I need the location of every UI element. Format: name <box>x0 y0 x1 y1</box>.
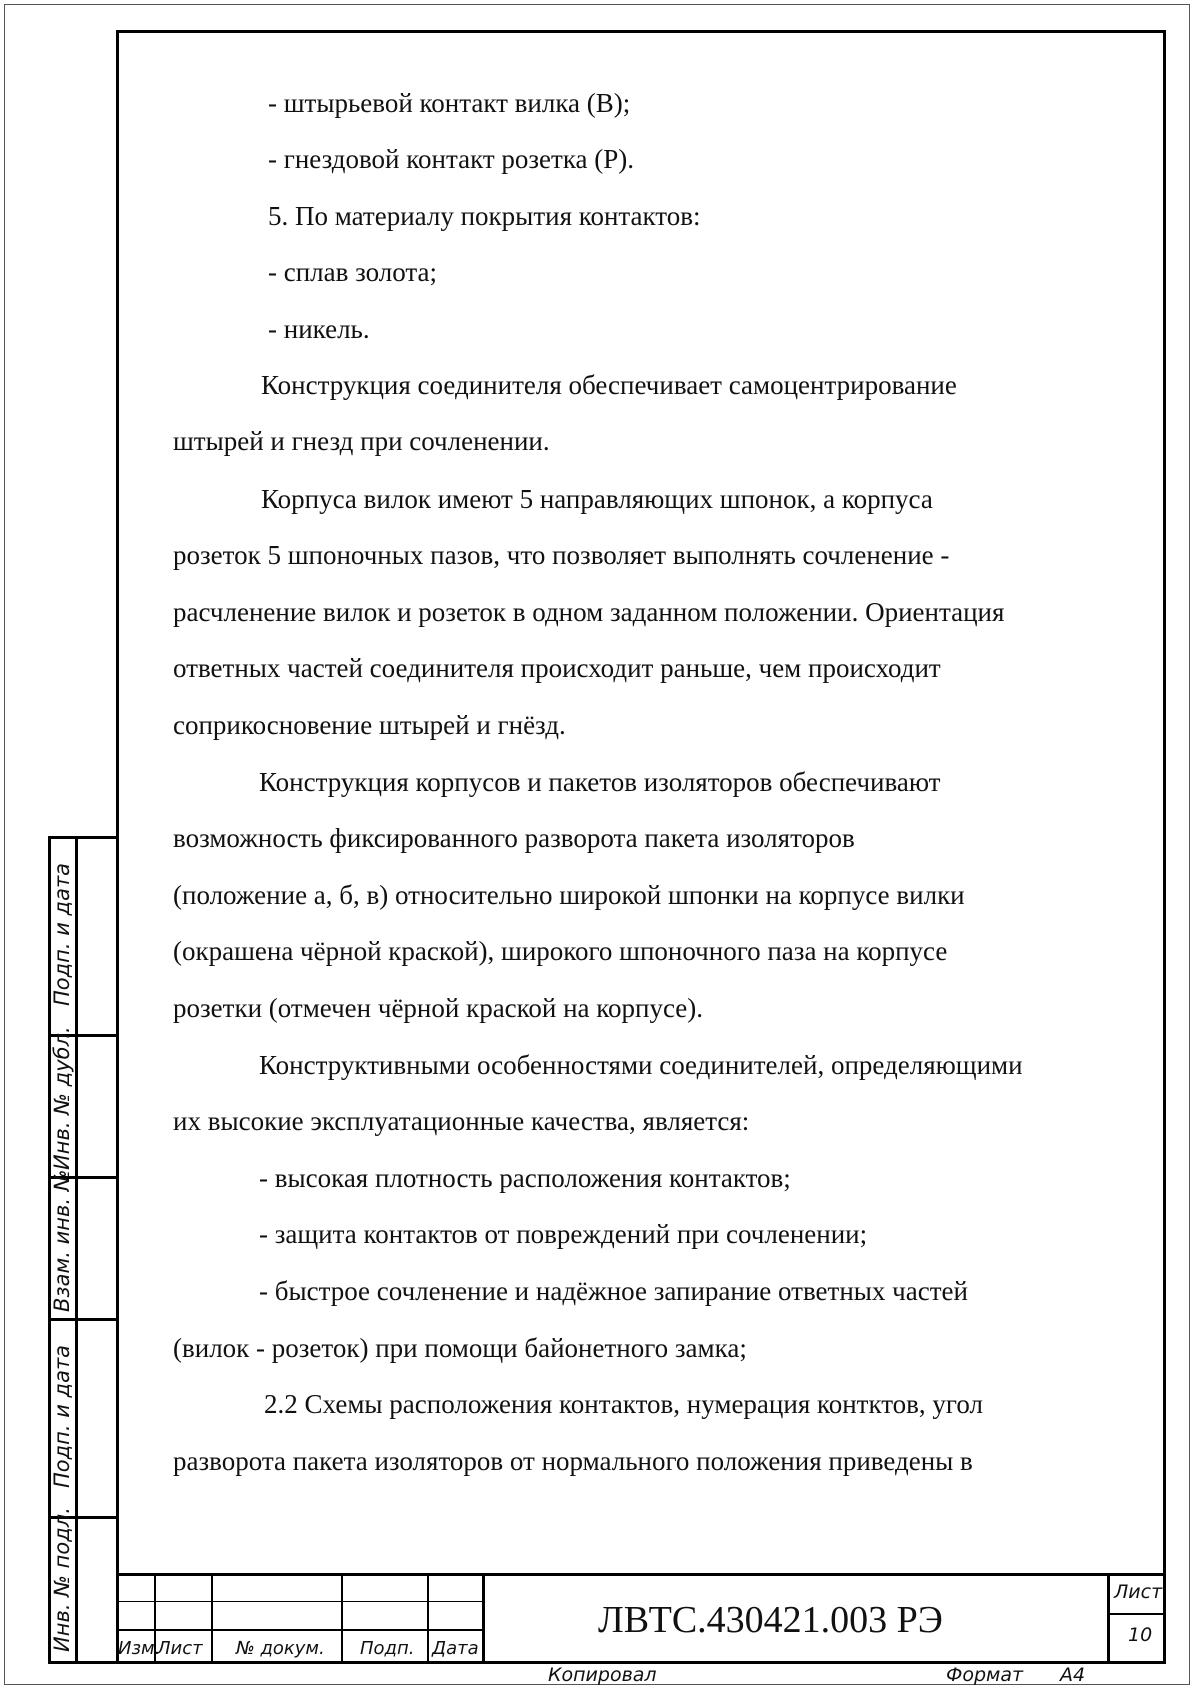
text-line: 5. По материалу покрытия контактов: <box>268 201 701 231</box>
text-line: - высокая плотность расположения контактов; <box>259 1163 791 1193</box>
side-strip-row-line <box>48 1318 118 1321</box>
text-line: розеток 5 шпоночных пазов, что позволяет выполнять сочленение - <box>173 540 950 570</box>
text-line: ответных частей соединителя происходит раньше, чем происходит <box>173 653 941 683</box>
document-number: ЛВТС.430421.003 РЭ <box>598 1599 943 1641</box>
col-list-label: Лист <box>157 1638 203 1659</box>
title-block-col-line <box>341 1574 343 1664</box>
side-label-inv-dubl: Инв. № дубл. <box>50 1026 74 1170</box>
text-line: - штырьевой контакт вилка (В); <box>268 88 631 118</box>
format-label: Формат <box>946 1664 1024 1686</box>
sheet-box-row-line <box>1108 1613 1166 1615</box>
text-line: Конструктивными особенностями соединителей, определяющими <box>259 1050 1023 1080</box>
text-line: расчленение вилок и розеток в одном заданном положении. Ориентация <box>173 597 1005 627</box>
text-line: - никель. <box>268 314 370 344</box>
title-block-top-line <box>116 1573 1166 1576</box>
side-label-inv-podl: Инв. № подл. <box>50 1507 74 1652</box>
text-line: их высокие эксплуатационные качества, является: <box>173 1106 750 1136</box>
text-line: розетки (отмечен чёрной краской на корпусе). <box>173 993 704 1023</box>
sheet-number: 10 <box>1128 1624 1153 1646</box>
format-value: А4 <box>1060 1664 1086 1686</box>
text-line: - гнездовой контакт розетка (Р). <box>268 144 635 174</box>
text-line: соприкосновение штырей и гнёзд. <box>173 710 566 740</box>
text-line: - защита контактов от повреждений при сочленении; <box>259 1219 868 1249</box>
text-line: Корпуса вилок имеют 5 направляющих шпонок, а корпуса <box>261 484 933 514</box>
sheet-label: Лист <box>1114 1581 1163 1603</box>
text-line: разворота пакета изоляторов от нормального положения приведены в <box>173 1446 973 1476</box>
side-label-podp-data: Подп. и дата <box>50 862 74 1006</box>
col-izm-label: Изм. <box>118 1638 161 1659</box>
col-doc-label: № докум. <box>236 1638 325 1659</box>
text-line: (положение а, б, в) относительно широкой шпонки на корпусе вилки <box>173 880 965 910</box>
text-line: Конструкция соединителя обеспечивает самоцентрирование <box>261 370 957 400</box>
text-line: возможность фиксированного разворота пакета изоляторов <box>173 823 855 853</box>
text-line: - сплав золота; <box>268 257 438 287</box>
text-line: Конструкция корпусов и пакетов изоляторов обеспечивают <box>259 767 941 797</box>
title-block-col-line <box>427 1574 429 1664</box>
side-strip-divider <box>75 836 78 1664</box>
text-line: 2.2 Схемы расположения контактов, нумерация контктов, угол <box>264 1389 983 1419</box>
text-line: - быстрое сочленение и надёжное запирание ответных частей <box>259 1276 968 1306</box>
text-line: штырей и гнезд при сочленении. <box>173 426 550 456</box>
title-block-col-line <box>211 1574 213 1664</box>
copied-label: Копировал <box>548 1664 657 1686</box>
side-label-vzam-inv: Взам. инв. № <box>50 1169 74 1312</box>
text-line: (окрашена чёрной краской), широкого шпоночного паза на корпусе <box>173 936 948 966</box>
side-label-podp-data-2: Подп. и дата <box>50 1344 74 1488</box>
sheet-box-left-line <box>1107 1574 1110 1664</box>
text-line: (вилок - розеток) при помощи байонетного замка; <box>173 1333 747 1363</box>
title-block-col-line <box>482 1574 485 1664</box>
col-data-label: Дата <box>432 1638 479 1659</box>
col-podp-label: Подп. <box>360 1638 415 1659</box>
